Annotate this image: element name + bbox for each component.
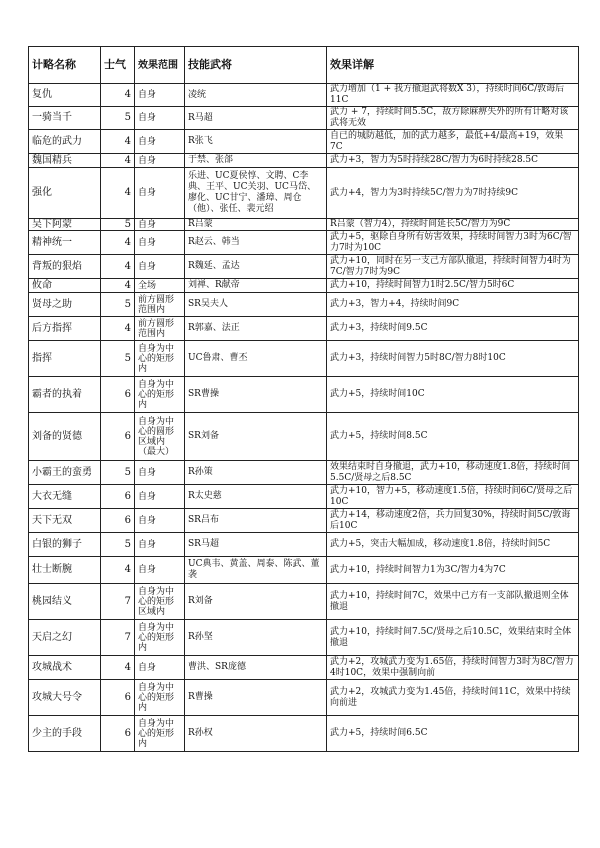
morale-value: 4 bbox=[101, 557, 135, 584]
morale-value: 4 bbox=[101, 84, 135, 107]
generals: UC典韦、黄盖、周泰、陈武、董袭 bbox=[185, 557, 327, 584]
table-row bbox=[29, 130, 579, 154]
generals: R曹操 bbox=[185, 680, 327, 716]
morale-value: 6 bbox=[101, 509, 135, 533]
detail: 武力+14，移动速度2倍，兵力回复30%，持续时间5C/敦诲后10C bbox=[327, 509, 579, 533]
skill-name: 强化 bbox=[29, 168, 101, 219]
skill-name: 刘备的贤德 bbox=[29, 413, 101, 461]
scope: 前方圆形范围内 bbox=[135, 293, 185, 317]
detail: 武力+10，持续时间7C，效果中己方有一支部队撤退则全体撤退 bbox=[327, 584, 579, 620]
scope: 自身 bbox=[135, 557, 185, 584]
morale-value: 5 bbox=[101, 293, 135, 317]
generals: UC鲁肃、曹丕 bbox=[185, 341, 327, 377]
skill-name: 壮士断腕 bbox=[29, 557, 101, 584]
skill-sheet bbox=[28, 46, 578, 752]
generals: R孙权 bbox=[185, 716, 327, 752]
generals: R赵云、韩当 bbox=[185, 231, 327, 255]
table-row bbox=[29, 716, 579, 752]
skill-name: 贤母之助 bbox=[29, 293, 101, 317]
morale-value: 5 bbox=[101, 461, 135, 485]
scope: 自身 bbox=[135, 485, 185, 509]
skill-name: 霸者的执着 bbox=[29, 377, 101, 413]
table-row bbox=[29, 584, 579, 620]
scope: 自身 bbox=[135, 509, 185, 533]
detail: R吕蒙（智力4），持续时间延长5C/智力为9C bbox=[327, 219, 579, 231]
header-morale: 士气 bbox=[101, 47, 135, 84]
skill-name: 魏国精兵 bbox=[29, 154, 101, 168]
morale-value: 6 bbox=[101, 485, 135, 509]
scope: 全场 bbox=[135, 279, 185, 293]
scope: 自身 bbox=[135, 84, 185, 107]
morale-value: 4 bbox=[101, 279, 135, 293]
scope: 自身 bbox=[135, 255, 185, 279]
skill-name: 小霸王的蛮勇 bbox=[29, 461, 101, 485]
table-row bbox=[29, 231, 579, 255]
morale-value: 4 bbox=[101, 130, 135, 154]
scope: 自身为中心的矩形内 bbox=[135, 341, 185, 377]
detail: 武力+10，同时在另一支己方部队撤退，持续时间智力4时为7C/智力7时为9C bbox=[327, 255, 579, 279]
skill-name: 攻城战术 bbox=[29, 656, 101, 680]
generals: R刘备 bbox=[185, 584, 327, 620]
generals: R张飞 bbox=[185, 130, 327, 154]
table-row bbox=[29, 461, 579, 485]
generals: R魏延、孟达 bbox=[185, 255, 327, 279]
generals: R郭嘉、法正 bbox=[185, 317, 327, 341]
scope: 前方圆形范围内 bbox=[135, 317, 185, 341]
detail: 武力+2，攻城武力变为1.65倍，持续时间智力3时为8C/智力4时10C，效果中强制向前 bbox=[327, 656, 579, 680]
skill-name: 后方指挥 bbox=[29, 317, 101, 341]
skill-name: 少主的手段 bbox=[29, 716, 101, 752]
detail: 武力+10，持续时间7.5C/贤母之后10.5C，效果结束时全体撤退 bbox=[327, 620, 579, 656]
scope: 自身 bbox=[135, 231, 185, 255]
generals: R太史慈 bbox=[185, 485, 327, 509]
table-row bbox=[29, 255, 579, 279]
detail: 武力+3，智力为5时持续28C/智力为6时持续28.5C bbox=[327, 154, 579, 168]
detail: 武力+10，持续时间智力1时2.5C/智力5时6C bbox=[327, 279, 579, 293]
skill-name: 一骑当千 bbox=[29, 107, 101, 130]
morale-value: 4 bbox=[101, 656, 135, 680]
morale-value: 6 bbox=[101, 680, 135, 716]
generals: SR刘备 bbox=[185, 413, 327, 461]
morale-value: 4 bbox=[101, 168, 135, 219]
table-row bbox=[29, 533, 579, 557]
table-row bbox=[29, 293, 579, 317]
morale-value: 5 bbox=[101, 341, 135, 377]
skill-name: 天下无双 bbox=[29, 509, 101, 533]
table-header-row bbox=[29, 47, 579, 84]
generals: 凌统 bbox=[185, 84, 327, 107]
table-row bbox=[29, 219, 579, 231]
table-row bbox=[29, 107, 579, 130]
skill-name: 背叛的狠焰 bbox=[29, 255, 101, 279]
header-skill-name: 计略名称 bbox=[29, 47, 101, 84]
detail: 武力+10，持续时间智力1为3C/智力4为7C bbox=[327, 557, 579, 584]
detail: 武力+3，持续时间9.5C bbox=[327, 317, 579, 341]
morale-value: 4 bbox=[101, 255, 135, 279]
table-row bbox=[29, 557, 579, 584]
generals: 于禁、张郃 bbox=[185, 154, 327, 168]
detail: 武力 + 7，持续时间5.5C，敌方除麻痹失外的所有计略对该武将无效 bbox=[327, 107, 579, 130]
detail: 自已的城防越低，加的武力越多，最低+4/最高+19，效果7C bbox=[327, 130, 579, 154]
table-row bbox=[29, 509, 579, 533]
detail: 武力+5，驱除自身所有妨害效果，持续时间智力3时为6C/智力7时为10C bbox=[327, 231, 579, 255]
morale-value: 6 bbox=[101, 716, 135, 752]
morale-value: 7 bbox=[101, 620, 135, 656]
header-generals: 技能武将 bbox=[185, 47, 327, 84]
scope: 自身 bbox=[135, 107, 185, 130]
detail: 效果结束时自身撤退，武力+10，移动速度1.8倍，持续时间5.5C/贤母之后8.5C bbox=[327, 461, 579, 485]
skill-table bbox=[28, 46, 579, 752]
morale-value: 6 bbox=[101, 377, 135, 413]
scope: 自身 bbox=[135, 219, 185, 231]
scope: 自身为中心的圆形区域内（最大） bbox=[135, 413, 185, 461]
detail: 武力+10，智力+5，移动速度1.5倍，持续时间6C/贤母之后10C bbox=[327, 485, 579, 509]
header-detail: 效果详解 bbox=[327, 47, 579, 84]
generals: 曹洪、SR庞德 bbox=[185, 656, 327, 680]
detail: 武力+5，持续时间6.5C bbox=[327, 716, 579, 752]
table-row bbox=[29, 377, 579, 413]
scope: 自身为中心的矩形内 bbox=[135, 680, 185, 716]
skill-name: 白银的狮子 bbox=[29, 533, 101, 557]
detail: 武力+3，持续时间智力5时8C/智力8时10C bbox=[327, 341, 579, 377]
generals: R孙坚 bbox=[185, 620, 327, 656]
morale-value: 5 bbox=[101, 219, 135, 231]
morale-value: 7 bbox=[101, 584, 135, 620]
table-row bbox=[29, 620, 579, 656]
scope: 自身 bbox=[135, 130, 185, 154]
detail: 武力+5，持续时间8.5C bbox=[327, 413, 579, 461]
detail: 武力增加（1 + 我方撤退武将数X 3），持续时间6C/敦诲后11C bbox=[327, 84, 579, 107]
scope: 自身 bbox=[135, 154, 185, 168]
generals: 乐进、UC夏侯惇、文聘、C李典、王平、UC关羽、UC马岱、廖化、UC甘宁、潘璋、周仓（他）、张任、裴元绍 bbox=[185, 168, 327, 219]
skill-name: 吴下阿蒙 bbox=[29, 219, 101, 231]
skill-name: 临危的武力 bbox=[29, 130, 101, 154]
scope: 自身 bbox=[135, 533, 185, 557]
scope: 自身为中心的矩形内 bbox=[135, 377, 185, 413]
generals: SR吕布 bbox=[185, 509, 327, 533]
table-row bbox=[29, 485, 579, 509]
generals: SR马超 bbox=[185, 533, 327, 557]
skill-name: 指挥 bbox=[29, 341, 101, 377]
scope: 自身 bbox=[135, 461, 185, 485]
morale-value: 5 bbox=[101, 533, 135, 557]
table-row bbox=[29, 656, 579, 680]
table-row bbox=[29, 413, 579, 461]
skill-name: 攻城大号令 bbox=[29, 680, 101, 716]
morale-value: 5 bbox=[101, 107, 135, 130]
generals: R孙策 bbox=[185, 461, 327, 485]
table-row bbox=[29, 168, 579, 219]
table-row bbox=[29, 279, 579, 293]
scope: 自身 bbox=[135, 168, 185, 219]
generals: SR曹操 bbox=[185, 377, 327, 413]
skill-name: 精神统一 bbox=[29, 231, 101, 255]
generals: R吕蒙 bbox=[185, 219, 327, 231]
detail: 武力+5，突击大幅加成，移动速度1.8倍，持续时间5C bbox=[327, 533, 579, 557]
skill-name: 大衣无缝 bbox=[29, 485, 101, 509]
skill-name: 攸命 bbox=[29, 279, 101, 293]
table-row bbox=[29, 317, 579, 341]
table-row bbox=[29, 680, 579, 716]
detail: 武力+5，持续时间10C bbox=[327, 377, 579, 413]
scope: 自身为中心的矩形内 bbox=[135, 716, 185, 752]
table-row bbox=[29, 341, 579, 377]
generals: R马超 bbox=[185, 107, 327, 130]
morale-value: 4 bbox=[101, 231, 135, 255]
scope: 自身为中心的矩形区域内 bbox=[135, 584, 185, 620]
header-scope: 效果范围 bbox=[135, 47, 185, 84]
scope: 自身 bbox=[135, 656, 185, 680]
morale-value: 4 bbox=[101, 317, 135, 341]
generals: 刘禅、R献帝 bbox=[185, 279, 327, 293]
detail: 武力+4，智力为3时持续5C/智力为7时持续9C bbox=[327, 168, 579, 219]
table-row bbox=[29, 84, 579, 107]
skill-name: 复仇 bbox=[29, 84, 101, 107]
morale-value: 6 bbox=[101, 413, 135, 461]
scope: 自身为中心的矩形内 bbox=[135, 620, 185, 656]
table-row bbox=[29, 154, 579, 168]
detail: 武力+3，智力+4，持续时间9C bbox=[327, 293, 579, 317]
skill-name: 天启之幻 bbox=[29, 620, 101, 656]
generals: SR吴夫人 bbox=[185, 293, 327, 317]
detail: 武力+2，攻城武力变为1.45倍，持续时间11C，效果中持续向前进 bbox=[327, 680, 579, 716]
skill-name: 桃园结义 bbox=[29, 584, 101, 620]
morale-value: 4 bbox=[101, 154, 135, 168]
